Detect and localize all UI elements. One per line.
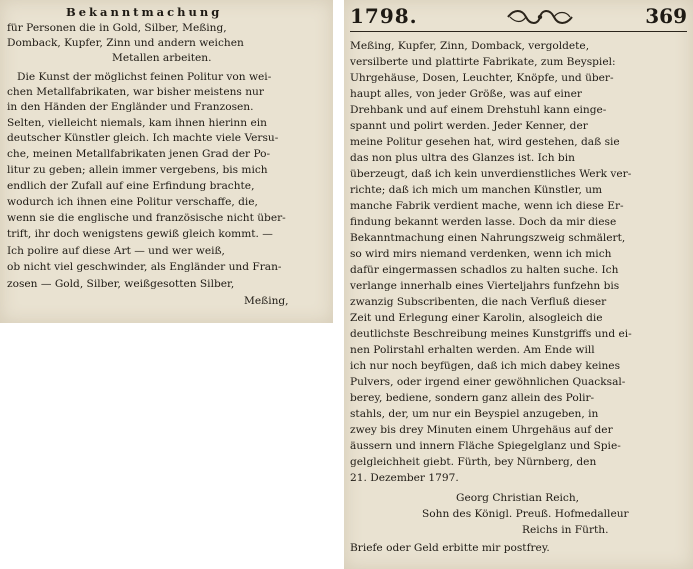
signature-name: Georg Christian Reich, (456, 492, 580, 504)
text-line: verlange innerhalb eines Vierteljahrs funfzehn bis (350, 280, 620, 292)
text-line: Bekanntmachung einen Nahrungszweig schmälert, (350, 232, 626, 244)
text-line: wenn sie die englische und französische nicht über- (7, 212, 286, 224)
text-line: zwanzig Subscribenten, die nach Verfluß dieser (350, 296, 607, 308)
text-line: chen Metallfabrikaten, war bisher meistens nur (7, 86, 264, 98)
text-line: zwey bis drey Minuten einem Uhrgehäus auf der (350, 424, 613, 436)
announcement-title: Bekanntmachung (66, 5, 223, 19)
left-page (0, 0, 333, 323)
text-line: versilberte und plattirte Fabrikate, zum Beyspiel: (350, 56, 616, 68)
text-line: findung bekannt werden lasse. Doch da mir diese (350, 216, 617, 228)
text-line: richte; daß ich mich um manchen Künstler, um (350, 184, 603, 196)
text-line: Uhrgehäuse, Dosen, Leuchter, Knöpfe, und über- (350, 72, 614, 84)
ornament-icon (504, 8, 576, 26)
text-line: che, meinen Metallfabrikaten jenen Grad der Po- (7, 148, 271, 160)
text-line: nen Polirstahl erhalten werden. Am Ende will (350, 344, 595, 356)
text-line: berey, bediene, sondern ganz allein des Polir- (350, 392, 595, 404)
text-line: Meßing, (244, 295, 289, 307)
text-line: zosen — Gold, Silber, weißgesotten Silber, (7, 278, 235, 290)
text-line: überzeugt, daß ich kein unverdienstliches Werk ver- (350, 168, 632, 180)
text-line: Drehbank und auf einem Drehstuhl kann einge- (350, 104, 607, 116)
text-line: endlich der Zufall auf eine Erfindung brachte, (7, 180, 255, 192)
text-line: spannt und polirt werden. Jeder Kenner, der (350, 120, 588, 132)
right-page (344, 0, 693, 569)
text-line: Meßing, Kupfer, Zinn, Domback, vergoldete, (350, 40, 590, 52)
header-rule (350, 31, 687, 32)
text-line: so wird mirs niemand verdenken, wenn ich mich (350, 248, 612, 260)
signature-line: Sohn des Königl. Preuß. Hofmedalleur (422, 508, 629, 520)
text-line: 21. Dezember 1797. (350, 472, 459, 484)
text-line: manche Fabrik verdient mache, wenn ich diese Er- (350, 200, 624, 212)
text-line: deutscher Künstler gleich. Ich machte viele Versu- (7, 132, 279, 144)
page-number: 369 (645, 4, 687, 28)
text-line: deutlichste Beschreibung meines Kunstgriffs und ei- (350, 328, 632, 340)
text-line: gelgleichheit giebt. Fürth, bey Nürnberg, den (350, 456, 597, 468)
text-line: litur zu geben; allein immer vergebens, bis mich (7, 164, 268, 176)
text-line: meine Politur gesehen hat, wird gestehen, daß sie (350, 136, 620, 148)
signature-line: Reichs in Fürth. (522, 524, 609, 536)
text-line: ob nicht viel geschwinder, als Engländer und Fran- (7, 261, 282, 273)
text-line: wodurch ich ihnen eine Politur verschaffe, die, (7, 196, 258, 208)
year-header: 1798. (350, 4, 418, 28)
text-line: haupt alles, von jeder Größe, was auf einer (350, 88, 582, 100)
text-line: Metallen arbeiten. (112, 52, 212, 64)
footer-note: Briefe oder Geld erbitte mir postfrey. (350, 542, 550, 554)
text-line: Zeit und Erlegung einer Karolin, alsogleich die (350, 312, 603, 324)
text-line: Domback, Kupfer, Zinn und andern weichen (7, 37, 244, 49)
text-line: Selten, vielleicht niemals, kam ihnen hierinn ein (7, 117, 267, 129)
text-line: für Personen die in Gold, Silber, Meßing, (7, 22, 227, 34)
text-line: in den Händen der Engländer und Franzosen. (7, 101, 254, 113)
text-line: trift, ihr doch wenigstens gewiß gleich kommt. — (7, 228, 273, 240)
text-line: Die Kunst der möglichst feinen Politur von wei- (17, 71, 272, 83)
text-line: stahls, der, um nur ein Beyspiel anzugeben, in (350, 408, 599, 420)
text-line: äussern und innern Fläche Spiegelglanz und Spie- (350, 440, 621, 452)
text-line: ich nur noch beyfügen, daß ich mich dabey keines (350, 360, 621, 372)
text-line: Pulvers, oder irgend einer gewöhnlichen Quacksal- (350, 376, 626, 388)
text-line: dafür eingermassen schadlos zu halten suche. Ich (350, 264, 619, 276)
text-line: das non plus ultra des Glanzes ist. Ich bin (350, 152, 575, 164)
text-line: Ich polire auf diese Art — und wer weiß, (7, 245, 225, 257)
